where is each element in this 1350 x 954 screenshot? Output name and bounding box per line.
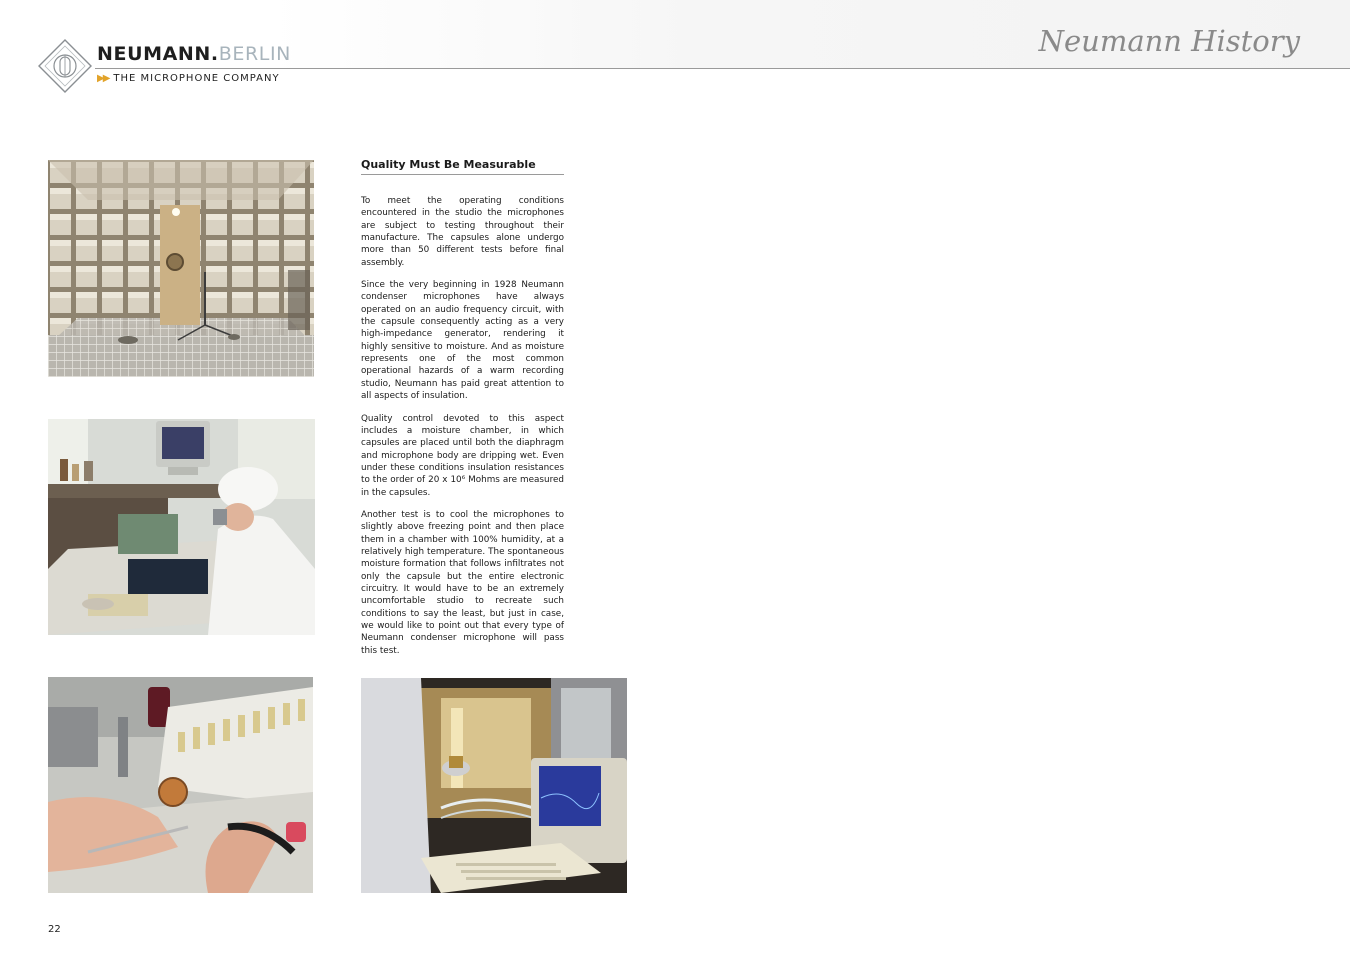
article-title: Quality Must Be Measurable [361, 158, 564, 175]
brand-sub: BERLIN [218, 43, 291, 65]
section-title: Neumann History [1038, 24, 1300, 58]
article [361, 158, 564, 667]
double-arrow-icon: ▶▶ [97, 73, 109, 84]
photo-capsule-assembly [48, 677, 313, 893]
header-rule [95, 68, 1350, 69]
brand-tagline [97, 73, 280, 84]
article-paragraph: Quality control devoted to this aspect includes a moisture chamber, in which capsules are placed until both the diaphragm and microphone body are dripping wet. Even under these conditions insulation resistances to the order of 20 x 10⁶ Mohms are measured in the capsules. [361, 413, 564, 498]
article-paragraph: Another test is to cool the microphones to slightly above freezing point and then place them in a chamber with 100% humidity, at a relatively high temperature. The spontaneous moisture formation that follows infiltrates not only the capsule but the entire electronic circuitry. It would have to be an extremely uncomfortable studio to recreate such conditions to say the least, but just in case, we would like to point out that every type of Neumann condenser microphone will pass this test. [361, 509, 564, 656]
brand-main: NEUMANN. [97, 43, 219, 65]
brand-name [97, 43, 291, 65]
tagline-text: THE MICROPHONE COMPANY [113, 73, 280, 84]
neumann-logo-icon [37, 38, 93, 94]
article-paragraph: Since the very beginning in 1928 Neumann condenser microphones have always operated on an audio frequency circuit, with the capsule consequently acting as a very high-impedance generator, rendering it highly sensitive to moisture. And as moisture represents one of the most common operational hazards of a warm recording studio, Neumann has paid great attention to all aspects of insulation. [361, 280, 564, 402]
photo-moisture-chamber [361, 678, 627, 893]
photo-lab-technician [48, 419, 315, 635]
article-paragraph: To meet the operating conditions encountered in the studio the microphones are subject to testing throughout their manufacture. The capsules alone undergo more than 50 different tests before final assembly. [361, 196, 564, 268]
photo-anechoic-chamber [48, 160, 314, 377]
page-number: 22 [48, 924, 61, 935]
